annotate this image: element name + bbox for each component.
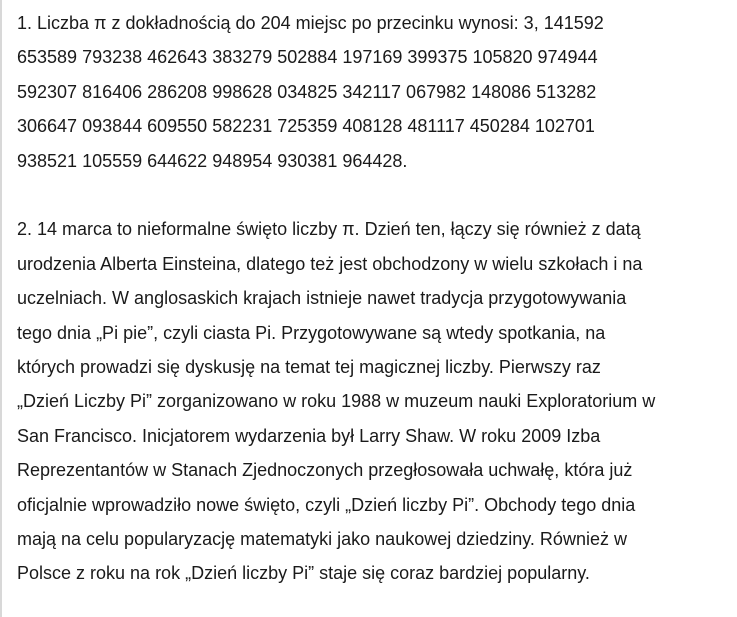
text-line: tego dnia „Pi pie”, czyli ciasta Pi. Przygotowywane są wtedy spotkania, na — [17, 322, 606, 343]
paragraph-pi-digits — [17, 6, 732, 178]
text-line: 938521 105559 644622 948954 930381 964428. — [17, 150, 408, 171]
text-line: San Francisco. Inicjatorem wydarzenia był Larry Shaw. W roku 2009 Izba — [17, 425, 601, 446]
text-line: uczelniach. W anglosaskich krajach istnieje nawet tradycja przygotowywania — [17, 288, 627, 309]
text-line: których prowadzi się dyskusję na temat tej magicznej liczby. Pierwszy raz — [17, 357, 601, 378]
text-line: 306647 093844 609550 582231 725359 408128 481117 450284 102701 — [17, 116, 595, 137]
text-line: 653589 793238 462643 383279 502884 197169 399375 105820 974944 — [17, 47, 598, 68]
text-line: Reprezentantów w Stanach Zjednoczonych przegłosowała uchwałę, która już — [17, 460, 633, 481]
text-line: oficjalnie wprowadziło nowe święto, czyli „Dzień liczby Pi”. Obchody tego dnia — [17, 494, 636, 515]
text-line: Polsce z roku na rok „Dzień liczby Pi” staje się coraz bardziej popularny. — [17, 563, 590, 584]
left-border-divider — [0, 0, 2, 617]
text-line: 1. Liczba π z dokładnością do 204 miejsc po przecinku wynosi: 3, 141592 — [17, 13, 604, 33]
text-line: „Dzień Liczby Pi” zorganizowano w roku 1988 w muzeum nauki Exploratorium w — [17, 391, 656, 412]
paragraph-pi-day — [17, 212, 732, 590]
paragraph-spacer — [17, 178, 732, 212]
text-line: 2. 14 marca to nieformalne święto liczby π. Dzień ten, łączy się również z datą — [17, 219, 641, 240]
text-line: urodzenia Alberta Einsteina, dlatego też jest obchodzony w wielu szkołach i na — [17, 253, 643, 274]
text-line: mają na celu popularyzację matematyki jako naukowej dziedziny. Również w — [17, 529, 627, 550]
document-body — [17, 6, 732, 591]
text-line: 592307 816406 286208 998628 034825 342117 067982 148086 513282 — [17, 81, 597, 102]
